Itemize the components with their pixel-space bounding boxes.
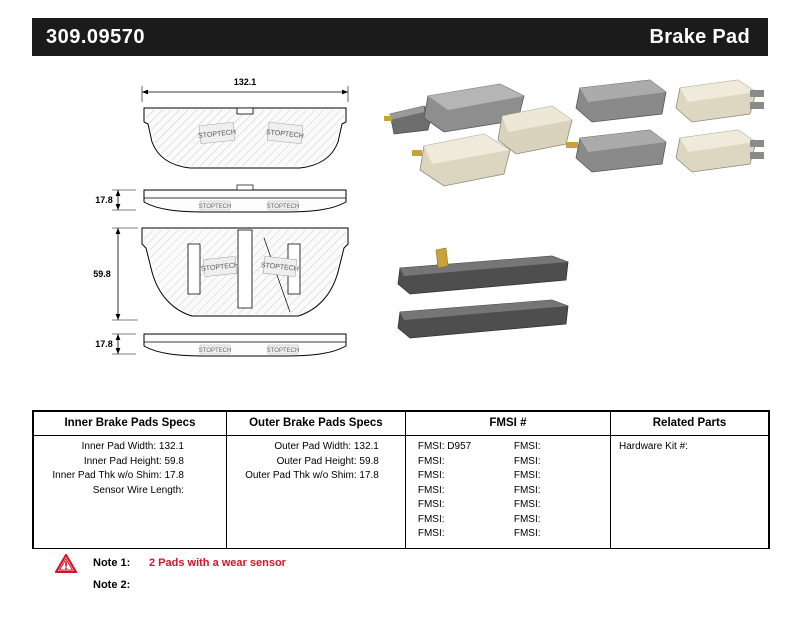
inner-pad-edge-view — [144, 185, 346, 212]
photo-pad-cluster-angled — [384, 84, 572, 186]
fmsi-right: FMSI: — [513, 470, 541, 481]
svg-text:STOPTECH: STOPTECH — [198, 204, 232, 210]
fmsi-right: FMSI: — [513, 513, 541, 525]
outer-pad-face-view — [142, 228, 348, 316]
fmsi-row — [406, 513, 610, 528]
cell-inner-specs — [34, 436, 227, 548]
note-value: 2 Pads with a wear sensor — [149, 557, 286, 569]
page-title: Brake Pad — [649, 25, 750, 48]
photo-pad-edge-pair — [398, 248, 568, 338]
fmsi-row — [406, 469, 610, 484]
fmsi-row — [406, 440, 610, 455]
fmsi-right: FMSI: — [513, 528, 541, 539]
specs-table — [32, 410, 770, 549]
outer-spec-line: Outer Pad Width: 132.1 — [274, 441, 379, 452]
fmsi-right: FMSI: — [513, 455, 541, 467]
note-label: Note 2: — [93, 579, 131, 591]
dim-label-lower-thickness: 17.8 — [95, 339, 113, 349]
svg-text:STOPTECH: STOPTECH — [198, 348, 232, 354]
fmsi-left: FMSI: — [417, 484, 445, 496]
part-number: 309.09570 — [46, 25, 146, 48]
dimension-height — [93, 228, 138, 320]
inner-spec-line: Inner Pad Width: 132.1 — [81, 441, 184, 452]
fmsi-row — [406, 484, 610, 499]
dimension-lower-thickness — [95, 334, 136, 354]
svg-text:STOPTECH: STOPTECH — [266, 204, 300, 210]
fmsi-row — [406, 527, 610, 542]
col-header-related: Related Parts — [611, 412, 769, 436]
dimension-top-width — [142, 77, 348, 102]
note-row-1 — [55, 552, 555, 574]
col-header-fmsi: FMSI # — [405, 412, 610, 436]
inner-spec-line: Sensor Wire Length: — [92, 484, 184, 496]
fmsi-left: FMSI: — [417, 470, 445, 481]
svg-text:STOPTECH: STOPTECH — [260, 262, 300, 273]
dimension-upper-thickness — [95, 190, 136, 210]
dim-label-upper-thickness: 17.8 — [95, 195, 113, 205]
outer-pad-edge-view — [144, 334, 346, 356]
table-header-row — [34, 412, 769, 436]
fmsi-left: FMSI: — [417, 528, 445, 539]
drawing-area — [32, 62, 768, 392]
fmsi-left: FMSI: D957 — [417, 441, 472, 452]
warning-icon — [55, 554, 77, 573]
fmsi-right: FMSI: — [513, 499, 541, 510]
fmsi-row — [406, 498, 610, 513]
related-part-line: Hardware Kit #: — [619, 441, 688, 452]
inner-spec-line: Inner Pad Thk w/o Shim: 17.8 — [52, 470, 184, 481]
fmsi-left: FMSI: — [417, 499, 445, 510]
svg-text:STOPTECH: STOPTECH — [266, 348, 300, 354]
photo-pad-grid — [566, 80, 764, 172]
col-header-inner: Inner Brake Pads Specs — [34, 412, 227, 436]
dim-label-top-width: 132.1 — [233, 77, 257, 87]
note-label: Note 1: — [93, 557, 131, 569]
svg-text:STOPTECH: STOPTECH — [265, 129, 305, 140]
col-header-outer: Outer Brake Pads Specs — [226, 412, 405, 436]
cell-fmsi-list — [405, 436, 610, 548]
notes-section — [55, 552, 555, 596]
fmsi-left: FMSI: — [417, 513, 445, 525]
fmsi-left: FMSI: — [417, 455, 445, 467]
dim-label-height: 59.8 — [93, 269, 111, 279]
fmsi-row — [406, 455, 610, 470]
brake-pad-technical-drawing — [32, 62, 768, 392]
header-bar — [32, 18, 768, 56]
cell-related-parts — [611, 436, 769, 548]
outer-spec-line: Outer Pad Height: 59.8 — [276, 455, 379, 467]
outer-spec-line: Outer Pad Thk w/o Shim: 17.8 — [245, 470, 379, 481]
cell-outer-specs — [226, 436, 405, 548]
table-body-row — [34, 436, 769, 548]
fmsi-right: FMSI: — [513, 484, 541, 496]
inner-spec-line: Inner Pad Height: 59.8 — [83, 455, 184, 467]
note-row-2 — [55, 574, 555, 596]
svg-text:STOPTECH: STOPTECH — [197, 129, 237, 140]
svg-text:STOPTECH: STOPTECH — [200, 262, 240, 273]
fmsi-right: FMSI: — [513, 441, 541, 452]
inner-pad-face-view — [144, 108, 346, 168]
